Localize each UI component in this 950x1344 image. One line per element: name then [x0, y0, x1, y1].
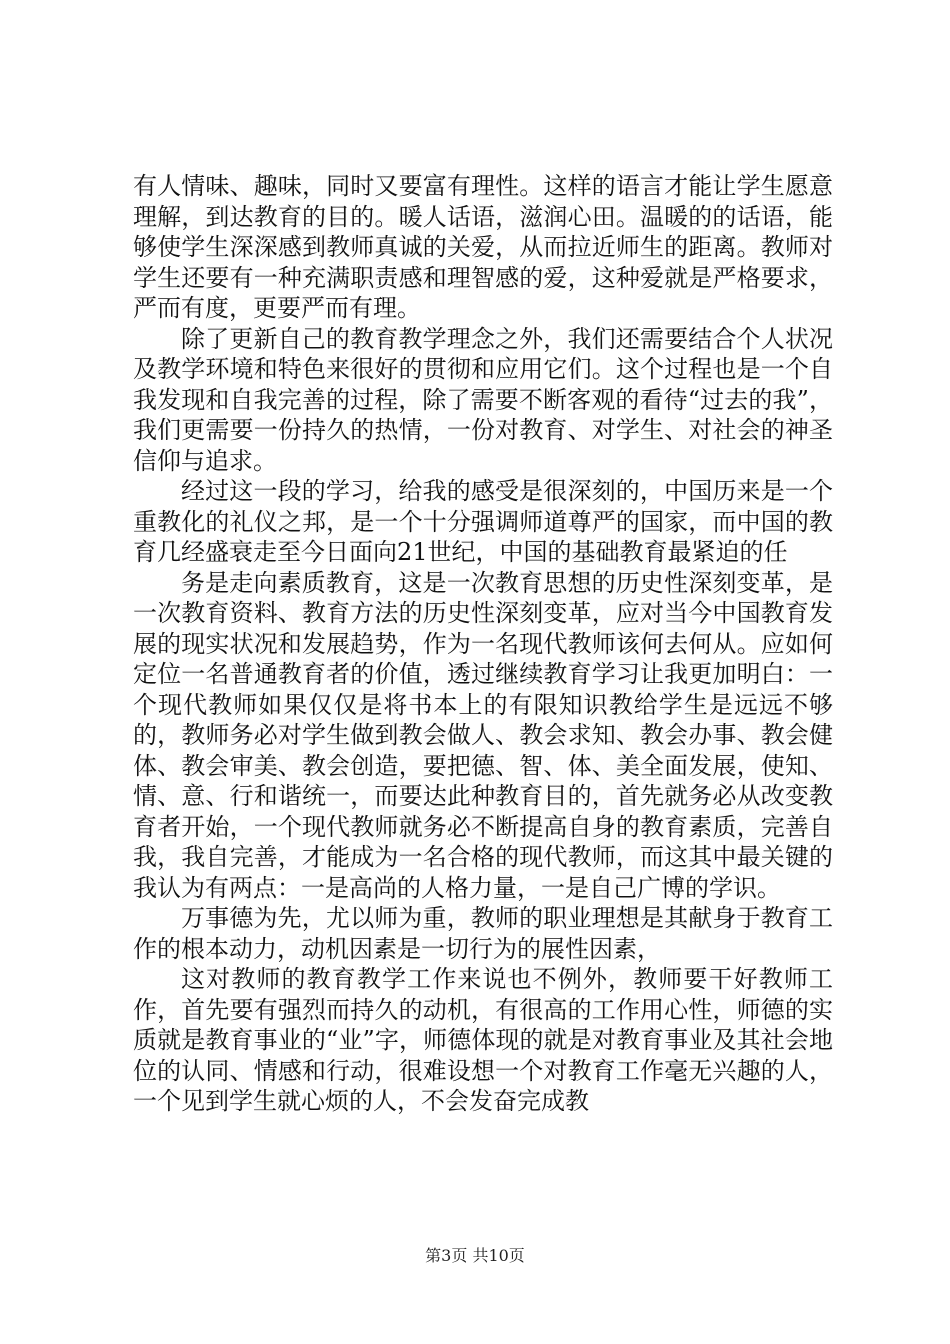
paragraph-4: 务是走向素质教育，这是一次教育思想的历史性深刻变革，是一次教育资料、教育方法的历史性深刻变革，应对当今中国教育发展的现实状况和发展趋势，作为一名现代教师该何去何从。应如何定位一名普通教育者的价值，透过继续教育学习让我更加明白：一个现代教师如果仅仅是将书本上的有限知识教给学生是远远不够的，教师务必对学生做到教会做人、教会求知、教会办事、教会健体、教会审美、教会创造，要把德、智、体、美全面发展，使知、情、意、行和谐统一，而要达此种教育目的，首先就务必从改变教育者开始，一个现代教师就务必不断提高自身的教育素质，完善自我，我自完善，才能成为一名合格的现代教师，而这其中最关键的我认为有两点：一是高尚的人格力量，一是自己广博的学识。	[133, 568, 833, 902]
paragraph-1: 有人情味、趣味，同时又要富有理性。这样的语言才能让学生愿意理解，到达教育的目的。暖人话语，滋润心田。温暖的的话语，能够使学生深深感到教师真诚的关爱，从而拉近师生的距离。教师对学生还要有一种充满职责感和理智感的爱，这种爱就是严格要求，严而有度，更要严而有理。	[133, 172, 833, 322]
paragraph-2: 除了更新自己的教育教学理念之外，我们还需要结合个人状况及教学环境和特色来很好的贯彻和应用它们。这个过程也是一个自我发现和自我完善的过程，除了需要不断客观的看待“过去的我”，我们更需要一份持久的热情，一份对教育、对学生、对社会的神圣信仰与追求。	[133, 324, 833, 475]
paragraph-6: 这对教师的教育教学工作来说也不例外，教师要干好教师工作，首先要有强烈而持久的动机，有很高的工作用心性，师德的实质就是教育事业的“业”字，师德体现的就是对教育事业及其社会地位的认同、情感和行动，很难设想一个对教育工作毫无兴趣的人，一个见到学生就心烦的人，不会发奋完成教	[133, 965, 833, 1115]
document-body	[133, 171, 833, 1117]
page-number-footer: 第3页 共10页	[425, 1246, 525, 1265]
paragraph-5: 万事德为先，尤以师为重，教师的职业理想是其献身于教育工作的根本动力，动机因素是一切行为的展性因素，	[133, 904, 833, 963]
paragraph-3: 经过这一段的学习，给我的感受是很深刻的，中国历来是一个重教化的礼仪之邦，是一个十分强调师道尊严的国家，而中国的教育几经盛衰走至今日面向21世纪，中国的基础教育最紧迫的任	[133, 477, 833, 566]
